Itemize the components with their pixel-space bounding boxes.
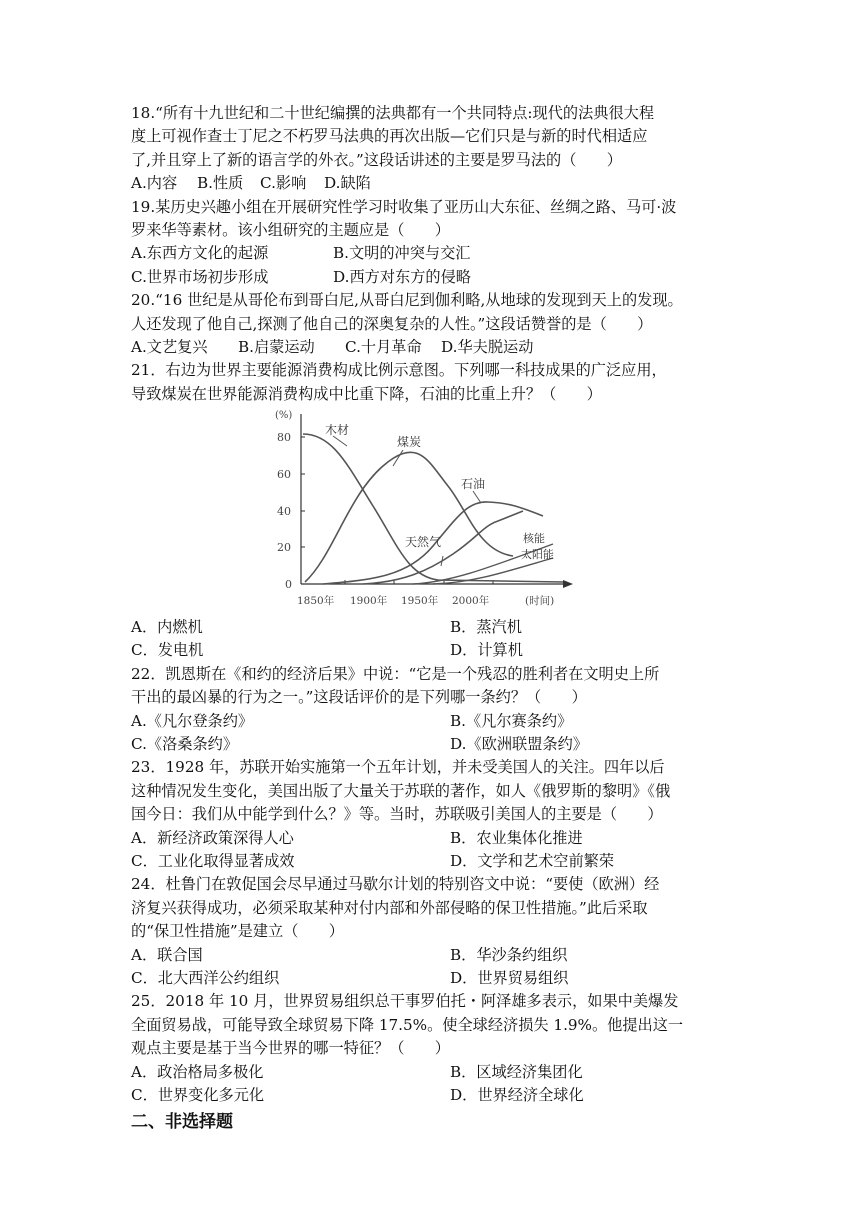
option-row — [131, 733, 731, 756]
option-row — [131, 850, 731, 873]
option-b: B．华沙条约组织 — [450, 945, 568, 964]
question-23 — [131, 756, 731, 873]
option-a: A.《凡尔登条约》 — [131, 711, 254, 730]
x-axis-label: (时间) — [525, 595, 555, 608]
question-text-line: 了,并且穿上了新的语言学的外衣。”这段话讲述的主要是罗马法的（ ） — [131, 150, 622, 169]
question-text-line: 济复兴获得成功，必须采取某种对付内部和外部侵略的保卫性措施。”此后采取 — [131, 898, 648, 917]
question-text-line: 20.“16 世纪是从哥伦布到哥白尼,从哥白尼到伽利略,从地球的发现到天上的发现。 — [131, 291, 683, 310]
question-text-line: 23．1928 年，苏联开始实施第一个五年计划，并未受美国人的关注。四年以后 — [131, 758, 665, 777]
option-a: A．新经济政策深得人心 — [131, 828, 294, 847]
x-tick-label: 1850年 — [297, 595, 335, 608]
option-c: C.十月革命 — [345, 337, 422, 356]
option-b: B.文明的冲突与交汇 — [333, 244, 471, 263]
x-tick-label: 1950年 — [401, 595, 439, 608]
coal-label: 煤炭 — [397, 435, 422, 450]
wood-leader — [333, 436, 347, 446]
option-row — [131, 616, 731, 639]
solar-label: 太阳能 — [521, 548, 554, 562]
x-tick-label: 2000年 — [452, 595, 490, 608]
question-24 — [131, 873, 731, 990]
question-text-line: 18.“所有十九世纪和二十世纪编撰的法典都有一个共同特点:现代的法典很大程 — [131, 104, 655, 122]
question-text-line: 22．凯恩斯在《和约的经济后果》中说：“它是一个残忍的胜利者在文明史上所 — [131, 664, 660, 683]
question-text-line: 人还发现了他自己,探测了他自己的深奥复杂的人性。”这段话赞誉的是（ ） — [131, 314, 653, 333]
option-row — [131, 1084, 731, 1107]
option-row — [131, 266, 731, 289]
option-a: A.东西方文化的起源 — [131, 244, 269, 263]
question-text-line: 25．2018 年 10 月，世界贸易组织总干事罗伯托・阿泽雄多表示，如果中美爆发 — [131, 992, 679, 1011]
y-tick-label: 40 — [277, 505, 291, 519]
option-row — [131, 710, 731, 733]
question-21 — [131, 359, 731, 663]
option-row — [131, 1061, 731, 1084]
wood-label: 木材 — [325, 423, 350, 438]
option-b: B．农业集体化推进 — [450, 828, 583, 847]
option-c: C．工业化取得显著成效 — [131, 851, 295, 870]
question-25 — [131, 990, 731, 1107]
option-c: C．世界变化多元化 — [131, 1085, 265, 1104]
question-text-line: 24．杜鲁门在敦促国会尽早通过马歇尔计划的特别咨文中说：“要使（欧洲）经 — [131, 875, 660, 894]
option-a: A.文艺复兴 — [131, 337, 208, 356]
oil-label: 石油 — [461, 477, 486, 492]
question-text-line: 罗来华等素材。该小组研究的主题应是（ ） — [131, 220, 450, 239]
option-a: A．内燃机 — [131, 618, 203, 637]
question-text-line: 这种情况发生变化，美国出版了大量关于苏联的著作，如人《俄罗斯的黎明》《俄 — [131, 781, 671, 800]
option-row — [131, 242, 731, 265]
question-sheet — [131, 102, 731, 1135]
option-a: A．政治格局多极化 — [131, 1062, 264, 1081]
oil-leader — [473, 491, 481, 503]
question-text-line: 21．右边为世界主要能源消费构成比例示意图。下列哪一科技成果的广泛应用， — [131, 361, 667, 380]
option-row — [131, 336, 731, 359]
option-d: D.西方对东方的侵略 — [333, 267, 471, 286]
question-text-line: 度上可视作查士丁尼之不朽罗马法典的再次出版—它们只是与新的时代相适应 — [131, 127, 648, 146]
question-text-line: 国今日：我们从中能学到什么？》等。当时，苏联吸引美国人的主要是（ ） — [131, 805, 663, 824]
option-d: D.华夫脱运动 — [441, 337, 534, 356]
question-text-line: 观点主要是基于当今世界的哪一特征？（ ） — [131, 1039, 450, 1058]
y-tick-label: 80 — [277, 431, 291, 445]
option-a: A.内容 — [131, 174, 178, 193]
option-row — [131, 827, 731, 850]
option-b: B.性质 — [197, 174, 244, 193]
x-tick-label: 1900年 — [350, 595, 388, 608]
option-row — [131, 639, 731, 662]
y-axis-unit: (%) — [275, 410, 293, 422]
option-row — [131, 172, 731, 195]
question-20 — [131, 289, 731, 359]
option-c: C.世界市场初步形成 — [131, 267, 269, 286]
question-text-line: 导致煤炭在世界能源消费构成中比重下降，石油的比重上升？（ ） — [131, 384, 602, 403]
option-b: B．蒸汽机 — [450, 618, 522, 637]
option-b: B．区域经济集团化 — [450, 1062, 583, 1081]
x-axis-arrow — [563, 580, 573, 588]
option-row — [131, 967, 731, 990]
option-c: C．北大西洋公约组织 — [131, 968, 280, 987]
question-text-line: 的“保卫性措施”是建立（ ） — [131, 922, 344, 941]
y-tick-label: 20 — [277, 541, 291, 555]
option-d: D．文学和艺术空前繁荣 — [450, 851, 615, 870]
option-c: C.《洛桑条约》 — [131, 735, 239, 754]
question-19 — [131, 196, 731, 290]
energy-chart-svg — [263, 406, 593, 616]
question-text-line: 全面贸易战，可能导致全球贸易下降 17.5%。使全球经济损失 1.9%。他提出这一 — [131, 1015, 684, 1034]
question-text-line: 干出的最凶暴的行为之一。”这段话评价的是下列哪一条约？（ ） — [131, 688, 587, 707]
option-row — [131, 944, 731, 967]
option-c: C．发电机 — [131, 641, 204, 660]
question-text-line: 19.某历史兴趣小组在开展研究性学习时收集了亚历山大东征、丝绸之路、马可·波 — [131, 197, 677, 216]
option-b: B.《凡尔赛条约》 — [450, 711, 573, 730]
gas-label: 天然气 — [405, 535, 442, 550]
option-d: D．计算机 — [450, 641, 523, 660]
option-d: D.《欧洲联盟条约》 — [450, 735, 588, 754]
option-b: B.启蒙运动 — [238, 337, 315, 356]
nuclear-label: 核能 — [523, 532, 545, 546]
question-22 — [131, 663, 731, 757]
question-18 — [131, 102, 731, 196]
option-d: D．世界经济全球化 — [450, 1085, 584, 1104]
y-tick-label: 60 — [277, 468, 291, 482]
y-tick-label: 0 — [285, 578, 292, 592]
option-a: A．联合国 — [131, 945, 203, 964]
option-c: C.影响 — [260, 174, 307, 193]
option-d: D.缺陷 — [324, 174, 371, 193]
energy-consumption-figure — [131, 406, 731, 616]
option-d: D．世界贸易组织 — [450, 968, 569, 987]
section-heading: 二、非选择题 — [131, 1112, 233, 1133]
